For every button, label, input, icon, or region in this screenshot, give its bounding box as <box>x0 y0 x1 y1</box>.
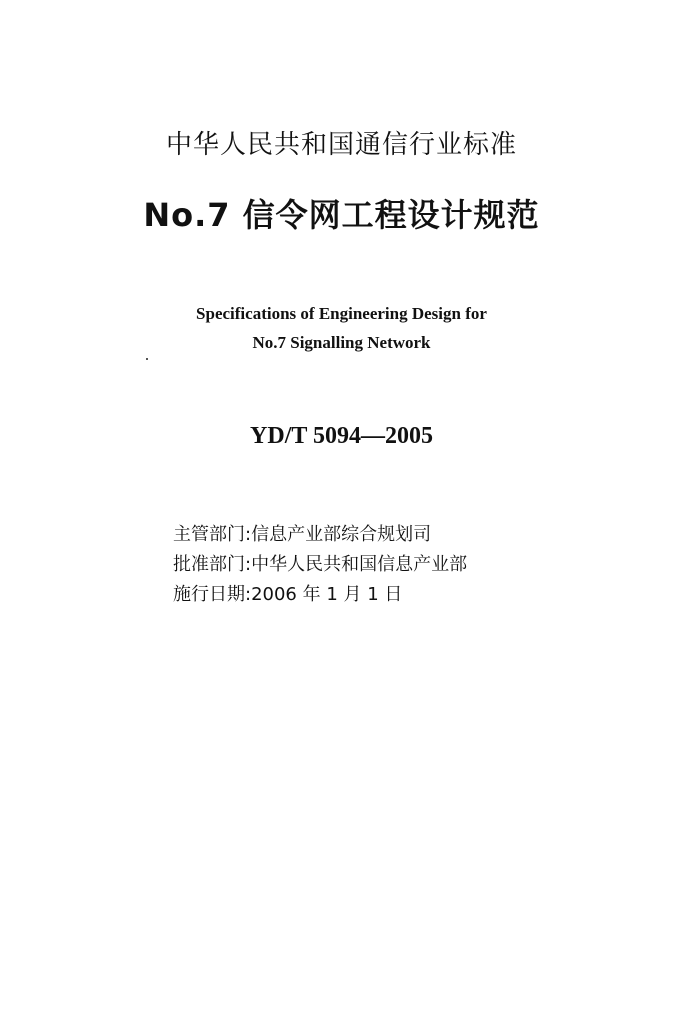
scan-speck <box>146 358 148 360</box>
standard-series: 中华人民共和国通信行业标准 <box>165 130 517 160</box>
competent-department: 主管部门:信息产业部综合规划司 <box>173 524 432 545</box>
effective-date: 施行日期:2006 年 1 月 1 日 <box>173 584 403 605</box>
standard-code: YD/T 5094—2005 <box>250 423 433 449</box>
document-title: No.7 信令网工程设计规范 <box>143 196 540 234</box>
english-title-line-1: Specifications of Engineering Design for <box>196 304 487 323</box>
approval-department: 批准部门:中华人民共和国信息产业部 <box>173 554 468 575</box>
english-title-line-2: No.7 Signalling Network <box>252 333 431 352</box>
